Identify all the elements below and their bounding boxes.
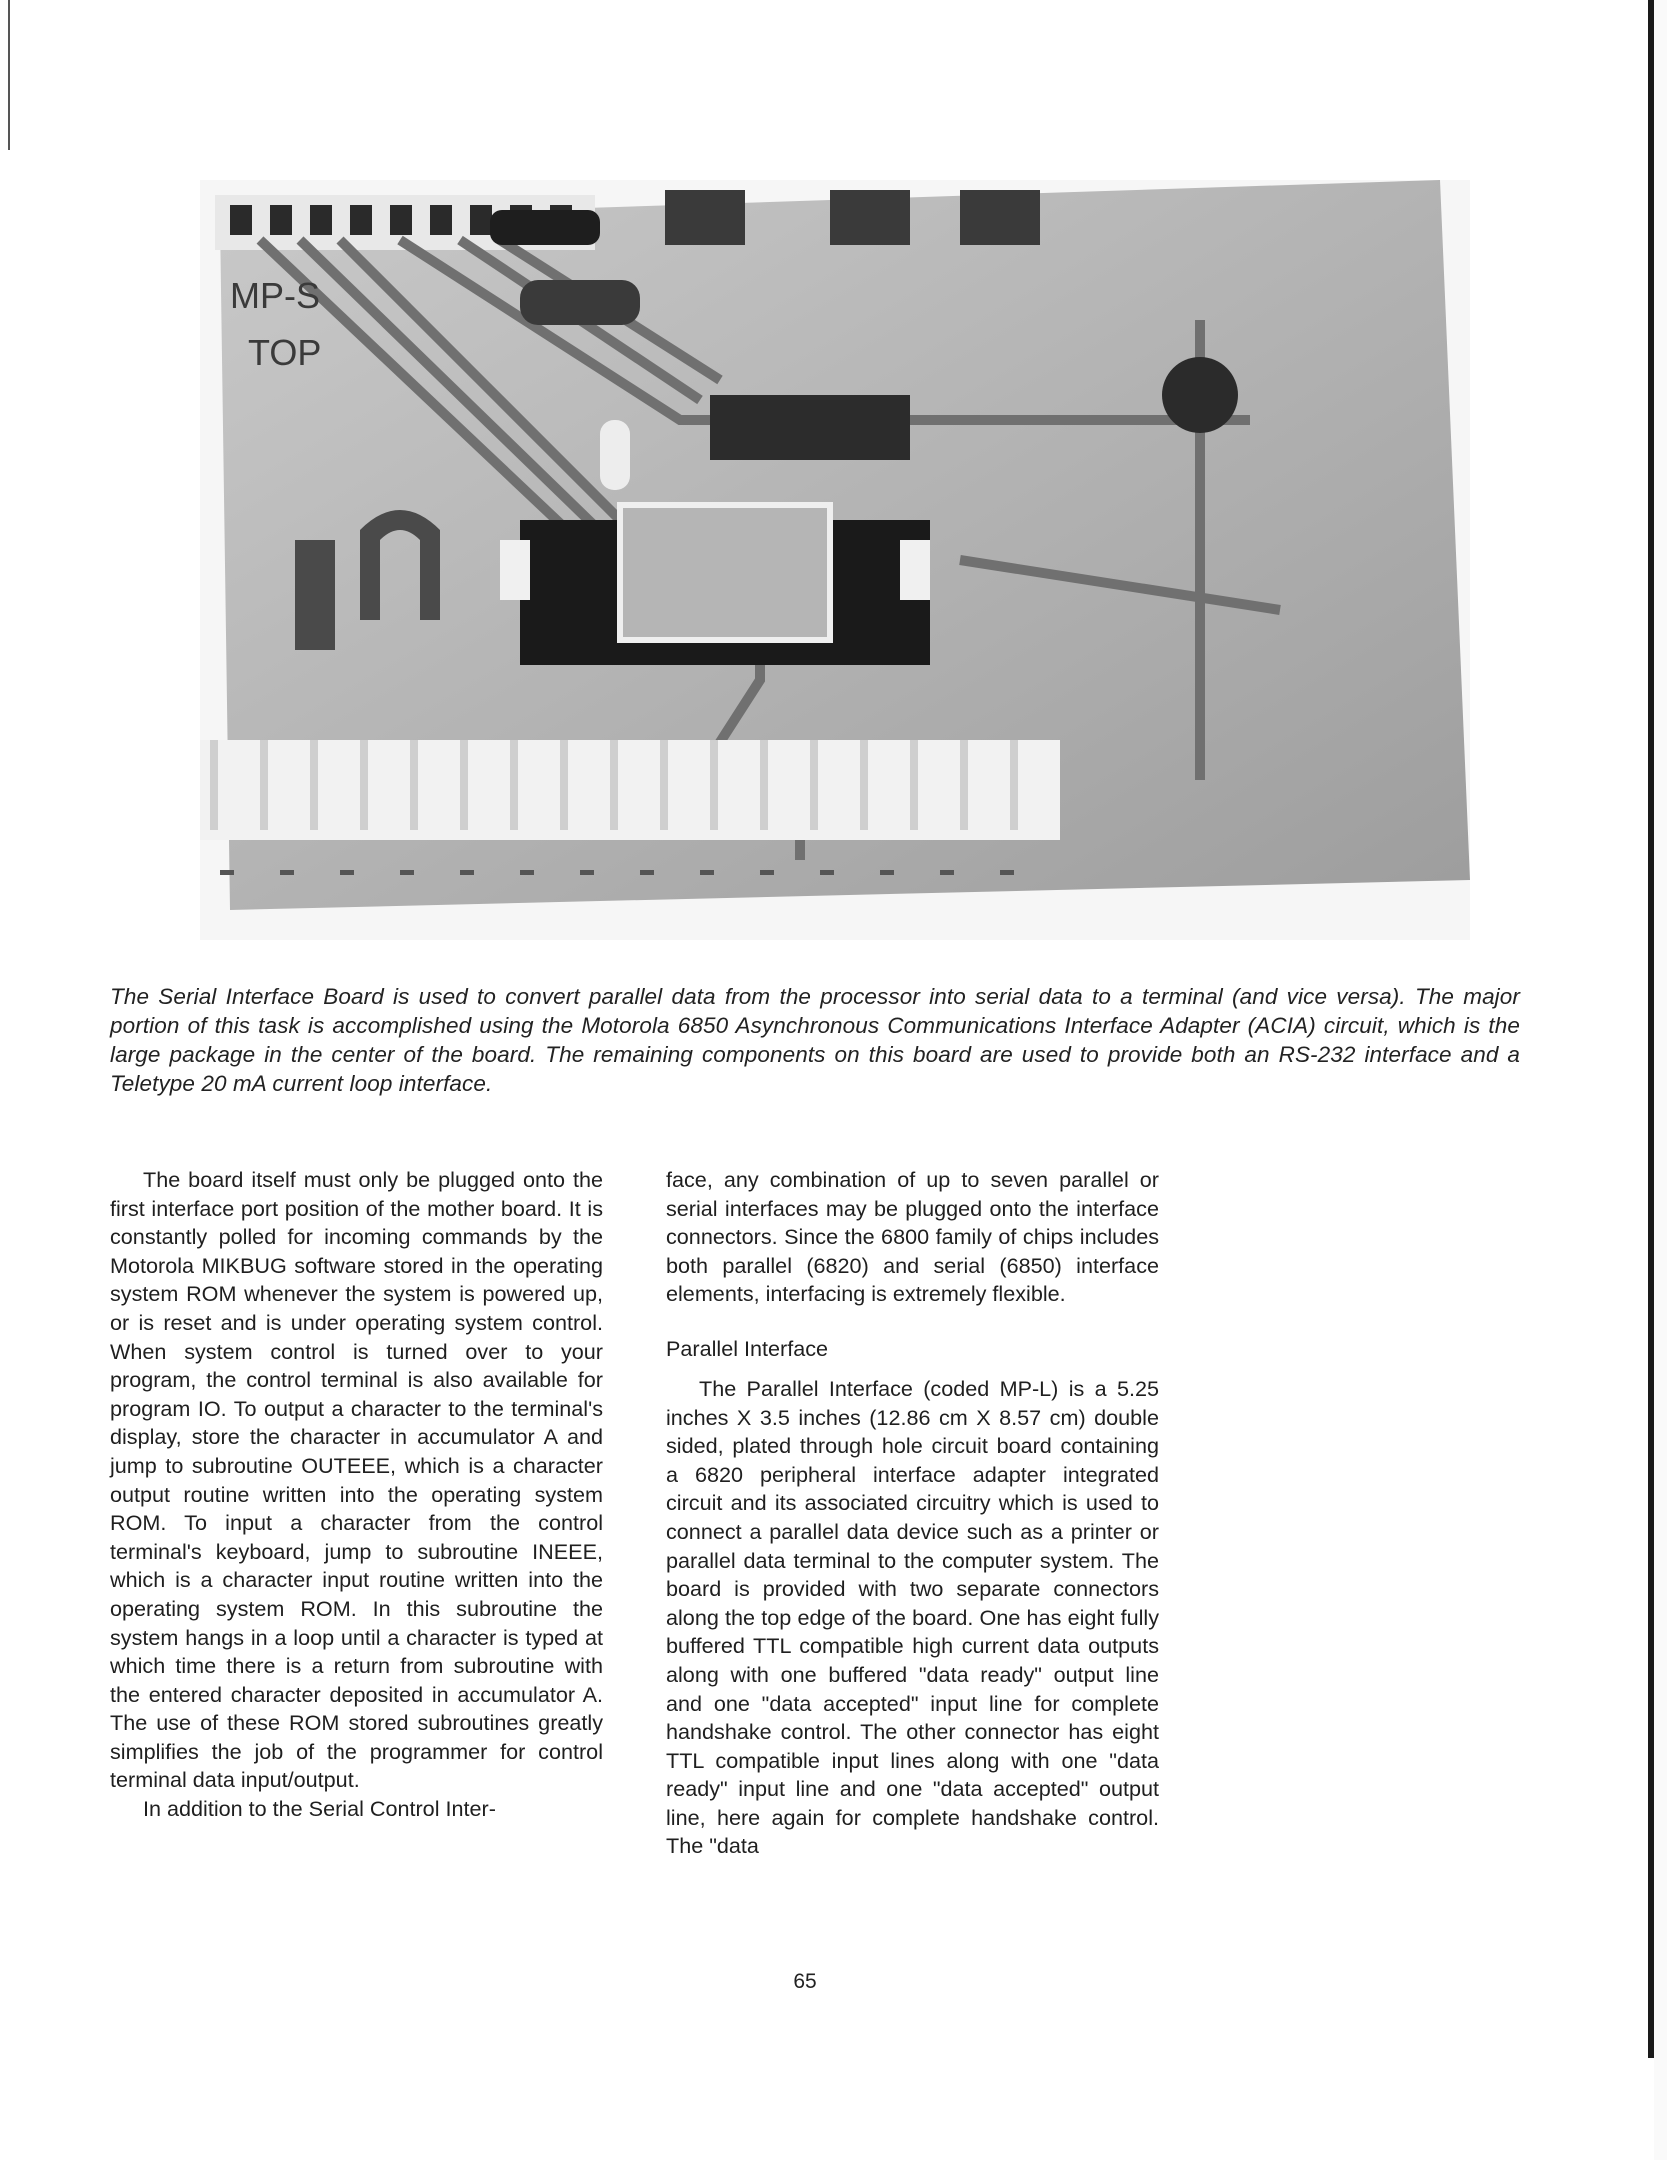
paragraph: The board itself must only be plugged onto the first interface port position of the mother board. It is constantly polled for incoming commands by the Motorola MIKBUG software stored in the operating system ROM whenever the system is powered up, or is reset and is under operating system control. When system control is turned over to your program, the control terminal is also available for program IO. To output a character to the terminal's display, store the character in accumulator A and jump to subroutine OUTEEE, which is a character output routine written into the operating system ROM. To input a character from the control terminal's keyboard, jump to subroutine INEEE, which is a character input routine written into the operating system ROM. In this subroutine the system hangs in a loop until a character is typed at which time there is a return from subroutine with the entered character deposited in accumulator A. The use of these ROM stored subroutines greatly simplifies the job of the programmer for control terminal data input/output. (110, 1167, 603, 1793)
paragraph: In addition to the Serial Control Inter- (143, 1796, 496, 1822)
left-column (110, 1166, 603, 1824)
silkscreen-label-2: TOP (248, 332, 322, 373)
paragraph: The Parallel Interface (coded MP-L) is a 5.25 inches X 3.5 inches (12.86 cm X 8.57 cm) double sided, plated through hole circuit board containing a 6820 peripheral interface adapter integrated circuit and its associated circuitry which is used to connect a parallel data device such as a printer or parallel data terminal to the computer system. The board is provided with two separate connectors along the top edge of the board. One has eight fully buffered TTL compatible high current data outputs along with one buffered "data ready" output line and one "data accepted" input line for complete handshake control. The other connector has eight TTL compatible input lines along with one "data ready" input line and one "data accepted" output line, here again for complete handshake control. The "data (666, 1375, 1159, 1859)
page-number: 65 (793, 1970, 817, 1993)
white-capacitor (600, 420, 630, 490)
right-column (666, 1166, 1159, 1861)
small-ic-chip (710, 395, 910, 460)
paragraph-continuation: face, any combination of up to seven parallel or serial interfaces may be plugged onto the interface connectors. Since the 6800 family of chips includes both parallel (6820) and serial (6850) interface elements, interfacing is extremely flexible. (666, 1167, 1159, 1307)
acia-6850-chip (500, 505, 930, 665)
silkscreen-label-1: MP-S (230, 275, 320, 316)
page-edge-rule (8, 0, 10, 150)
circuit-board-photo (200, 180, 1470, 940)
can-transistor (1162, 357, 1238, 433)
page-margin (1654, 0, 1667, 2160)
section-heading: Parallel Interface (666, 1335, 829, 1361)
figure-caption: The Serial Interface Board is used to convert parallel data from the processor into serial data to a terminal (and vice versa). The major portion of this task is accomplished using the Motorola 6850 Asynchronous Communications Interface Adapter (ACIA) circuit, which is the large package in the center of the board. The remaining components on this board are used to provide both an RS-232 interface and a Teletype 20 mA current loop interface. (110, 984, 1520, 1096)
regulator-chips (665, 190, 1040, 245)
